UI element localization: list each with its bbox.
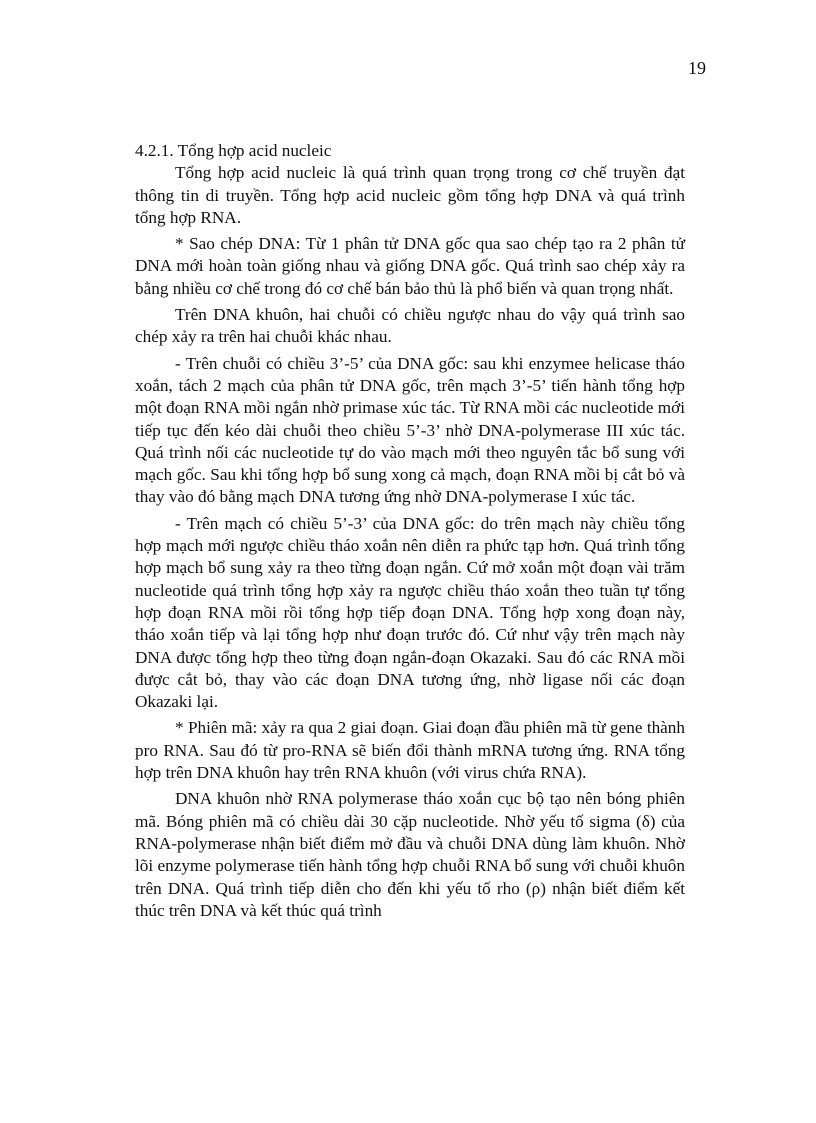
paragraph-transcription: * Phiên mã: xảy ra qua 2 giai đoạn. Giai đoạn đầu phiên mã từ gene thành pro RNA. Sau đó từ pro-RNA sẽ biến đổi thành mRNA tương ứng. RNA tổng hợp trên DNA khuôn hay trên RNA khuôn (với virus chứa RNA). bbox=[135, 718, 685, 783]
paragraph-leading-strand: - Trên chuỗi có chiều 3’-5’ của DNA gốc: sau khi enzymee helicase tháo xoắn, tách 2 mạch của phân tử DNA gốc, trên mạch 3’-5’ tiến hành tổng hợp một đoạn RNA mồi ngắn nhờ primase xúc tác. Từ RNA mồi các nucleotide mới tiếp tục đến kéo dài chuỗi theo chiều 5’-3’ nhờ DNA-polymerase III xúc tác. Quá trình nối các nucleotide tự do vào mạch mới theo nguyên tắc bổ sung với mạch gốc. Sau khi tổng hợp bổ sung xong cả mạch, đoạn RNA mồi bị cắt bỏ và thay vào đó bằng mạch DNA tương ứng nhờ DNA-polymerase I xúc tác. bbox=[135, 353, 685, 507]
paragraph-rna-polymerase: DNA khuôn nhờ RNA polymerase tháo xoắn cục bộ tạo nên bóng phiên mã. Bóng phiên mã có chiều dài 30 cặp nucleotide. Nhờ yếu tố sigma (δ) của RNA-polymerase nhận biết điểm mở đầu và chuỗi DNA dùng làm khuôn. Nhờ lõi enzyme polymerase tiến hành tổng hợp chuỗi RNA bổ sung với chuỗi khuôn trên DNA. Quá trình tiếp diễn cho đến khi yếu tố rho (ρ) nhận biết điểm kết thúc trên DNA và kết thúc quá trình bbox=[135, 789, 685, 920]
paragraph-intro: Tổng hợp acid nucleic là quá trình quan trọng trong cơ chế truyền đạt thông tin di truyền. Tổng hợp acid nucleic gồm tổng hợp DNA và quá trình tổng hợp RNA. bbox=[135, 163, 685, 227]
section-heading: 4.2.1. Tổng hợp acid nucleic bbox=[135, 141, 332, 160]
paragraph-template-strands: Trên DNA khuôn, hai chuỗi có chiều ngược nhau do vậy quá trình sao chép xảy ra trên hai chuỗi khác nhau. bbox=[135, 305, 685, 347]
paragraph-dna-replication: * Sao chép DNA: Từ 1 phân tử DNA gốc qua sao chép tạo ra 2 phân tử DNA mới hoàn toàn giống nhau và giống DNA gốc. Quá trình sao chép xảy ra bằng nhiều cơ chế trong đó cơ chế bán bảo thủ là phổ biến và quan trọng nhất. bbox=[135, 234, 685, 298]
paragraph-lagging-strand: - Trên mạch có chiều 5’-3’ của DNA gốc: do trên mạch này chiều tổng hợp mạch mới ngược chiều tháo xoắn nên diễn ra phức tạp hơn. Quá trình tổng hợp mạch bổ sung xảy ra theo từng đoạn ngắn. Cứ mở xoắn một đoạn vài trăm nucleotide quá trình tổng hợp xảy ra ngược chiều tháo xoắn theo tuần tự tổng hợp đoạn RNA mồi rồi tổng hợp tiếp đoạn DNA. Tổng hợp xong đoạn này, tháo xoắn tiếp và lại tổng hợp như đoạn trước đó. Cứ như vậy trên mạch này DNA được tổng hợp theo từng đoạn ngắn-đoạn Okazaki. Sau đó các RNA mồi được cắt bỏ, thay vào các đoạn DNA tương ứng, nhờ ligase nối các đoạn Okazaki lại. bbox=[135, 513, 685, 712]
page-content bbox=[135, 140, 685, 926]
page-number: 19 bbox=[688, 58, 706, 78]
